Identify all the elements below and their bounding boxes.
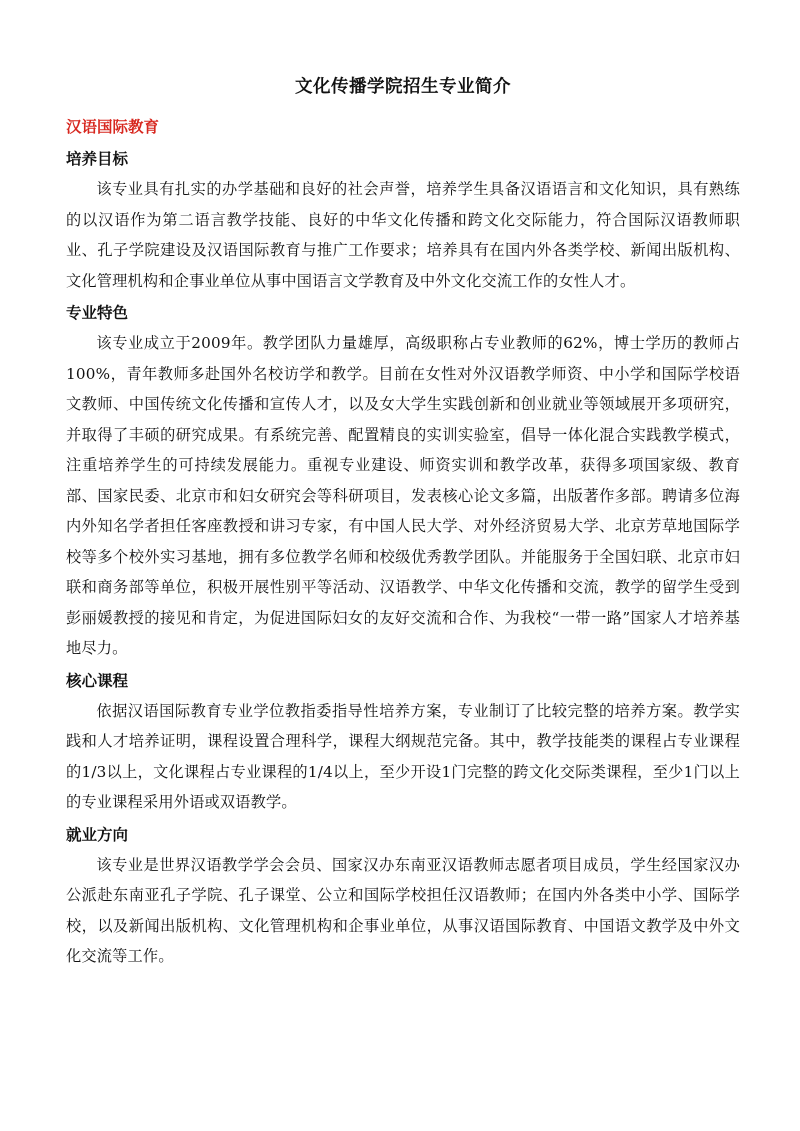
section-body: 该专业是世界汉语教学学会会员、国家汉办东南亚汉语教师志愿者项目成员，学生经国家汉办公派赴东南亚孔子学院、孔子课堂、公立和国际学校担任汉语教师；在国内外各类中小学、国际学校，以及新闻出版机构、文化管理机构和企事业单位，从事汉语国际教育、中国语文教学及中外文化交流等工作。	[66, 855, 740, 965]
section-core-courses	[66, 666, 740, 818]
section-heading: 就业方向	[66, 825, 129, 844]
section-heading: 培养目标	[66, 150, 129, 168]
section-training-goals	[66, 144, 740, 296]
document-title: 文化传播学院招生专业简介	[295, 77, 511, 97]
section-career-directions	[66, 820, 740, 972]
section-body: 该专业成立于2009年。教学团队力量雄厚，高级职称占专业教师的62%，博士学历的教师占100%，青年教师多赴国外名校访学和教学。目前在女性对外汉语教学师资、中小学和国际学校语文教师、中国传统文化传播和宣传人才，以及女大学生实践创新和创业就业等领域展开多项研究，并取得了丰硕的研究成果。有系统完善、配置精良的实训实验室，倡导一体化混合实践教学模式，注重培养学生的可持续发展能力。重视专业建设、师资实训和教学改革，获得多项国家级、教育部、国家民委、北京市和妇女研究会等科研项目，发表核心论文多篇，出版著作多部。聘请多位海内外知名学者担任客座教授和讲习专家，有中国人民大学、对外经济贸易大学、北京芳草地国际学校等多个校外实习基地，拥有多位教学名师和校级优秀教学团队。并能服务于全国妇联、北京市妇联和商务部等单位，积极开展性别平等活动、汉语教学、中华文化传播和交流，教学的留学生受到彭丽媛教授的接见和肯定，为促进国际妇女的友好交流和合作、为我校“一带一路”国家人才培养基地尽力。	[66, 334, 740, 657]
section-heading: 专业特色	[66, 304, 129, 322]
section-body: 该专业具有扎实的办学基础和良好的社会声誉，培养学生具备汉语语言和文化知识，具有熟练的以汉语作为第二语言教学技能、良好的中华文化传播和跨文化交际能力，符合国际汉语教师职业、孔子学院建设及汉语国际教育与推广工作要求；培养具有在国内外各类学校、新闻出版机构、文化管理机构和企事业单位从事中国语言文学教育及中外文化交流工作的女性人才。	[66, 180, 740, 290]
section-heading: 核心课程	[66, 671, 129, 690]
section-body: 依据汉语国际教育专业学位教指委指导性培养方案，专业制订了比较完整的培养方案。教学实践和人才培养证明，课程设置合理科学，课程大纲规范完备。其中，教学技能类的课程占专业课程的1/3以上，文化课程占专业课程的1/4以上，至少开设1门完整的跨文化交际类课程，至少1门以上的专业课程采用外语或双语教学。	[66, 701, 740, 811]
program-name: 汉语国际教育	[66, 118, 160, 136]
section-program-features	[66, 298, 740, 664]
